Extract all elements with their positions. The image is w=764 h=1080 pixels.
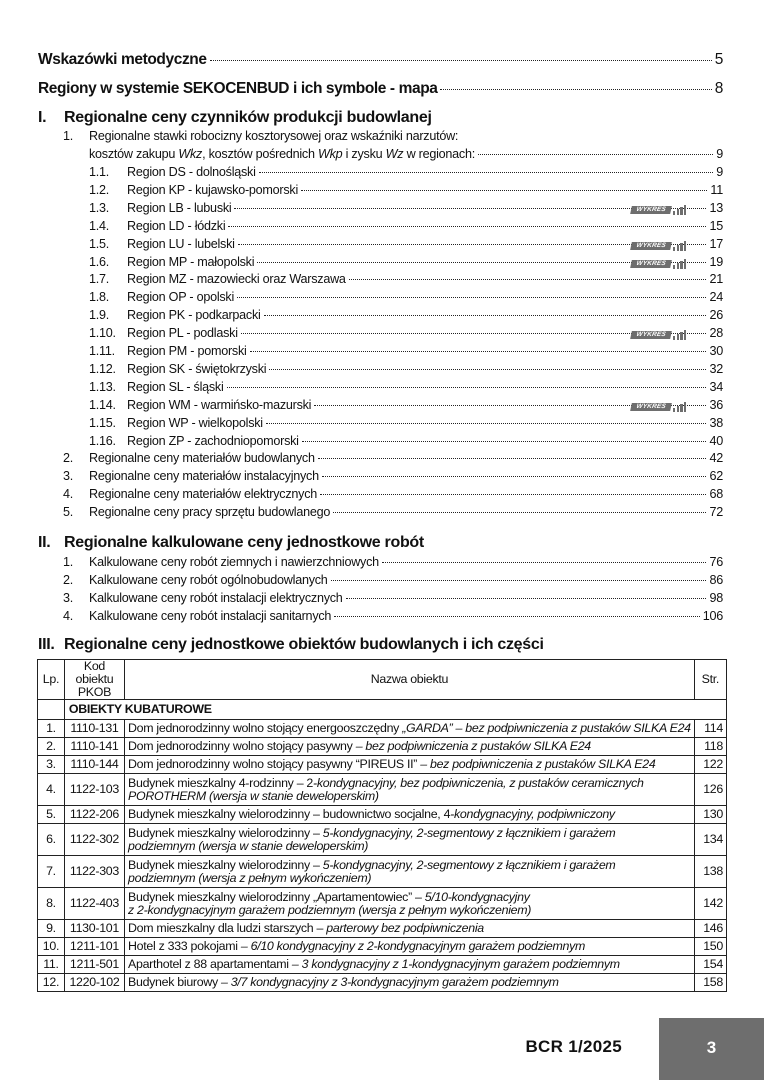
item-label: Regionalne ceny pracy sprzętu budowlanego	[89, 505, 331, 519]
item-number: 1.4.	[89, 218, 110, 233]
dot-leader	[334, 616, 700, 617]
item-label: Kalkulowane ceny robót ogólnobudowlanych	[89, 573, 328, 587]
item-number: 1.10.	[89, 326, 116, 341]
dot-leader	[264, 315, 707, 316]
section-heading	[38, 534, 424, 552]
bar-glyph	[684, 241, 686, 251]
cell-lp: 5.	[38, 806, 65, 824]
toc-region-item[interactable]	[89, 272, 723, 286]
section-number: I.	[38, 109, 47, 126]
toc-page: 36	[709, 397, 723, 412]
table-row	[38, 824, 727, 856]
cell-str: 150	[694, 938, 726, 956]
bars-icon	[673, 330, 686, 340]
dot-leader	[333, 512, 706, 513]
item-label: Region OP - opolski	[127, 290, 235, 305]
item-number: 4.	[63, 487, 74, 501]
name-text: parterowy bez podpiwniczenia	[326, 921, 484, 935]
cell-nazwa	[125, 774, 695, 806]
item-label: Region LB - lubuski	[127, 200, 232, 215]
cell-lp: 12.	[38, 974, 65, 992]
item-label: Regionalne ceny materiałów budowlanych	[89, 451, 315, 465]
bar-glyph	[677, 209, 679, 215]
cell-nazwa	[125, 720, 695, 738]
item-label: Region PK - podkarpacki	[127, 308, 261, 323]
item-label: Kalkulowane ceny robót instalacji sanitarnych	[89, 609, 332, 623]
item-label: Region LU - lubelski	[127, 236, 235, 251]
cell-kod: 1110-131	[64, 720, 124, 738]
cell-str: 138	[694, 856, 726, 888]
item-number: 4.	[63, 609, 74, 623]
toc-region-item[interactable]	[89, 290, 723, 304]
item-number: 1.8.	[89, 290, 110, 305]
toc-region-item[interactable]	[89, 183, 723, 197]
item-label: Region ZP - zachodniopomorski	[127, 433, 299, 448]
cell-lp: 2.	[38, 738, 65, 756]
cell-str: 142	[694, 888, 726, 920]
dot-leader	[259, 172, 714, 173]
bar-glyph	[677, 245, 679, 251]
cell-kod: 1211-101	[64, 938, 124, 956]
dot-leader	[320, 494, 706, 495]
item-label: Region LD - łódzki	[127, 218, 226, 233]
cell-nazwa	[125, 974, 695, 992]
bar-glyph	[684, 330, 686, 340]
col-header-nazwa: Nazwa obiektu	[125, 660, 695, 700]
item-number: 1.9.	[89, 308, 110, 323]
wz-symbol: Wz	[385, 147, 404, 161]
table-row	[38, 974, 727, 992]
toc-entry-regiony-mapa[interactable]	[38, 80, 723, 98]
toc-page: 106	[702, 609, 723, 623]
item-number: 2.	[63, 451, 74, 465]
name-text: 5-kondygnacyjny, 2-segmentowy z łącznikiem i garażem	[322, 857, 616, 872]
item-label: Region SK - świętokrzyski	[127, 361, 267, 376]
item-label: Regionalne stawki robocizny kosztorysowej oraz wskaźniki narzutów:	[89, 129, 459, 143]
toc-item[interactable]	[63, 487, 723, 501]
toc-page: 9	[716, 147, 723, 161]
table-row	[38, 756, 727, 774]
toc-page: 13	[709, 200, 723, 215]
table-row	[38, 806, 727, 824]
item-label: Regionalne ceny materiałów instalacyjnych	[89, 469, 319, 483]
item-number: 1.5.	[89, 236, 110, 251]
name-text: podziemnym (wersja z pełnym wykończeniem)	[128, 870, 372, 885]
chart-badge-icon[interactable]	[631, 259, 689, 269]
bar-glyph	[684, 205, 686, 215]
bar-glyph	[677, 406, 679, 412]
cell-kod: 1211-501	[64, 956, 124, 974]
dot-leader	[478, 154, 713, 155]
cell-lp: 3.	[38, 756, 65, 774]
text: w regionach:	[403, 147, 475, 161]
toc-page: 30	[709, 344, 723, 358]
toc-page: 72	[709, 505, 723, 519]
toc-region-item[interactable]	[89, 255, 723, 269]
toc-page: 38	[709, 415, 723, 430]
text: kosztów zakupu	[89, 147, 179, 161]
cell-nazwa	[125, 888, 695, 920]
cell-nazwa	[125, 956, 695, 974]
badge-label: WYKRES	[630, 260, 672, 268]
toc-label: Wskazówki metodyczne	[38, 51, 207, 68]
col-header-str: Str.	[694, 660, 726, 700]
bar-glyph	[684, 259, 686, 269]
section-heading	[38, 109, 432, 127]
section-title: Regionalne kalkulowane ceny jednostkowe robót	[64, 534, 424, 551]
table-row	[38, 920, 727, 938]
section-title: Regionalne ceny czynników produkcji budowlanej	[64, 109, 432, 126]
cell-kod: 1220-102	[64, 974, 124, 992]
table-row	[38, 738, 727, 756]
col-header-kod	[64, 660, 124, 700]
toc-page: 62	[709, 469, 723, 483]
toc-item[interactable]	[63, 555, 723, 569]
toc-page: 42	[709, 451, 723, 465]
name-text: Dom jednorodzinny wolno stojący energooszczędny	[128, 721, 403, 735]
name-text: Dom jednorodzinny wolno stojący pasywny	[128, 739, 356, 753]
item-number: 1.	[63, 555, 74, 569]
toc-page: 11	[710, 182, 723, 197]
dot-leader	[227, 387, 707, 388]
toc-page: 98	[709, 591, 723, 605]
header-line: Kod obiektu	[75, 659, 114, 686]
toc-label: Regiony w systemie SEKOCENBUD i ich symbole - mapa	[38, 80, 438, 97]
cell-str: 146	[694, 920, 726, 938]
name-text: – 3/7 kondygnacyjny z 3-kondygnacyjnym garażem podziemnym	[221, 975, 559, 989]
item-number: 1.	[63, 129, 74, 143]
cell-kod: 1122-206	[64, 806, 124, 824]
objects-table	[37, 659, 727, 992]
item-label-cont	[89, 147, 475, 161]
name-text: Budynek mieszkalny wielorodzinny – budownictwo socjalne, 4	[128, 807, 451, 821]
toc-item[interactable]	[63, 573, 723, 587]
page-number: 3	[706, 1038, 717, 1057]
header-line: PKOB	[77, 685, 112, 699]
toc-page: 15	[709, 218, 723, 233]
group-cell-empty	[38, 700, 65, 720]
toc-region-item[interactable]	[89, 308, 723, 322]
badge-label: WYKRES	[630, 403, 672, 411]
dot-leader	[210, 60, 712, 61]
item-number: 1.12.	[89, 361, 116, 376]
table-row	[38, 956, 727, 974]
item-label: Region KP - kujawsko-pomorski	[127, 182, 298, 197]
bar-glyph	[680, 261, 682, 269]
name-text: „GARDA” – bez podpiwniczenia z pustaków SILKA E24	[402, 721, 691, 735]
item-label: Region SL - śląski	[127, 379, 224, 394]
dot-leader	[250, 351, 707, 352]
bar-glyph	[677, 263, 679, 269]
toc-page: 76	[709, 555, 723, 569]
bar-glyph	[684, 402, 686, 412]
wkp-symbol: Wkp	[317, 147, 343, 161]
toc-region-item[interactable]	[89, 326, 723, 340]
publication-title: BCR 1/2025	[525, 1037, 622, 1056]
dot-leader	[301, 190, 707, 191]
cell-str: 130	[694, 806, 726, 824]
bars-icon	[673, 241, 686, 251]
name-text: Budynek mieszkalny 4-rodzinny – 2	[128, 775, 314, 790]
bar-glyph	[680, 243, 682, 251]
table-row	[38, 720, 727, 738]
cell-lp: 6.	[38, 824, 65, 856]
bars-icon	[673, 259, 686, 269]
page-number-box	[659, 1018, 764, 1080]
cell-kod: 1122-103	[64, 774, 124, 806]
table-row	[38, 774, 727, 806]
item-number: 5.	[63, 505, 74, 519]
toc-page: 28	[709, 326, 723, 341]
toc-item-1-line1[interactable]	[63, 129, 459, 143]
table-row	[38, 938, 727, 956]
item-number: 1.3.	[89, 200, 110, 215]
item-label: Kalkulowane ceny robót instalacji elektrycznych	[89, 591, 343, 605]
toc-page: 34	[709, 379, 723, 394]
toc-item[interactable]	[63, 451, 723, 465]
toc-entry-wskazowki[interactable]	[38, 51, 723, 69]
name-text: Budynek biurowy	[128, 975, 222, 989]
toc-page: 5	[714, 51, 723, 68]
name-text: Dom jednorodzinny wolno stojący pasywny “PIREUS II”	[128, 757, 421, 771]
item-label: Region WM - warmińsko-mazurski	[127, 397, 312, 412]
chart-badge-icon[interactable]	[631, 330, 689, 340]
item-label: Region MZ - mazowiecki oraz Warszawa	[127, 272, 346, 287]
item-number: 1.13.	[89, 379, 116, 394]
bar-glyph	[673, 265, 675, 269]
name-text: Hotel z 333 pokojami	[128, 939, 241, 953]
toc-page: 19	[709, 254, 723, 269]
cell-kod: 1122-403	[64, 888, 124, 920]
toc-page: 32	[709, 361, 723, 376]
name-text: – 6/10 kondygnacyjny z 2-kondygnacyjnym garażem podziemnym	[240, 939, 586, 953]
bar-glyph	[680, 404, 682, 412]
toc-region-item[interactable]	[89, 380, 723, 394]
dot-leader	[269, 369, 706, 370]
cell-nazwa	[125, 824, 695, 856]
toc-page: 86	[709, 573, 723, 587]
item-number: 1.15.	[89, 415, 116, 430]
dot-leader	[266, 423, 707, 424]
cell-kod: 1110-144	[64, 756, 124, 774]
cell-kod: 1130-101	[64, 920, 124, 938]
cell-str: 114	[694, 720, 726, 738]
toc-page: 40	[709, 433, 723, 448]
name-text: 5/10-kondygnacyjny	[424, 889, 530, 904]
cell-str: 126	[694, 774, 726, 806]
wkz-symbol: Wkz	[178, 147, 203, 161]
chart-badge-icon[interactable]	[631, 241, 689, 251]
bars-icon	[673, 402, 686, 412]
badge-label: WYKRES	[630, 242, 672, 250]
toc-item[interactable]	[63, 591, 723, 605]
cell-lp: 8.	[38, 888, 65, 920]
item-number: 1.11.	[89, 344, 115, 358]
cell-lp: 4.	[38, 774, 65, 806]
name-text: z 2-kondygnacyjnym garażem podziemnym (wersja z pełnym wykończeniem)	[128, 902, 532, 917]
name-text: -kondygnacyjny, podpiwniczony	[450, 807, 615, 821]
item-number: 1.2.	[89, 182, 110, 197]
item-label: Kalkulowane ceny robót ziemnych i nawierzchniowych	[89, 555, 379, 569]
bar-glyph	[680, 207, 682, 215]
item-number: 2.	[63, 573, 74, 587]
item-number: 1.16.	[89, 433, 116, 448]
table-row	[38, 888, 727, 920]
name-text: podziemnym (wersja w stanie deweloperskim)	[128, 838, 369, 853]
cell-kod: 1110-141	[64, 738, 124, 756]
item-number: 1.6.	[89, 254, 110, 269]
name-text: Budynek mieszkalny wielorodzinny „Apartamentowiec” –	[128, 889, 425, 904]
toc-item[interactable]	[63, 609, 723, 623]
col-header-lp: Lp.	[38, 660, 65, 700]
item-label: Region PM - pomorski	[127, 344, 247, 358]
dot-leader	[346, 598, 707, 599]
dot-leader	[228, 226, 706, 227]
item-label: Region PL - podlaski	[127, 326, 238, 341]
cell-str: 118	[694, 738, 726, 756]
toc-item-1-line2[interactable]	[89, 147, 723, 161]
dot-leader	[322, 476, 707, 477]
name-text: POROTHERM (wersja w stanie deweloperskim)	[128, 788, 379, 803]
cell-lp: 7.	[38, 856, 65, 888]
item-number: 1.14.	[89, 397, 116, 412]
cell-lp: 11.	[38, 956, 65, 974]
cell-lp: 9.	[38, 920, 65, 938]
toc-page: 17	[709, 236, 723, 251]
badge-label: WYKRES	[630, 331, 672, 339]
name-text: – bez podpiwniczenia z pustaków SILKA E24	[420, 757, 656, 771]
item-label: Region WP - wielkopolski	[127, 415, 263, 430]
item-label: Region MP - małopolski	[127, 254, 255, 269]
item-number: 3.	[63, 469, 74, 483]
cell-str: 154	[694, 956, 726, 974]
chart-badge-icon[interactable]	[631, 205, 689, 215]
toc-region-item[interactable]	[89, 344, 723, 358]
name-text: Aparthotel z 88 apartamentami	[128, 957, 292, 971]
dot-leader	[382, 562, 707, 563]
name-text: – bez podpiwniczenia z pustaków SILKA E24	[355, 739, 591, 753]
dot-leader	[237, 297, 706, 298]
toc-region-item[interactable]	[89, 416, 723, 430]
bar-glyph	[680, 332, 682, 340]
badge-label: WYKRES	[630, 206, 672, 214]
bar-glyph	[673, 247, 675, 251]
toc-item[interactable]	[63, 469, 723, 483]
bar-glyph	[673, 211, 675, 215]
item-label: Region DS - dolnośląski	[127, 165, 256, 179]
name-text: 5-kondygnacyjny, 2-segmentowy z łącznikiem i garażem	[322, 825, 616, 840]
toc-region-item[interactable]	[89, 434, 723, 448]
toc-region-item[interactable]	[89, 219, 723, 233]
text: i zysku	[342, 147, 386, 161]
dot-leader	[318, 458, 707, 459]
toc-page: 26	[709, 308, 723, 323]
cell-nazwa	[125, 938, 695, 956]
toc-page: 8	[714, 80, 723, 97]
toc-region-item[interactable]	[89, 165, 723, 179]
cell-str: 122	[694, 756, 726, 774]
toc-page: 9	[716, 165, 723, 179]
cell-nazwa	[125, 856, 695, 888]
section-number: II.	[38, 534, 51, 551]
name-text: Budynek mieszkalny wielorodzinny –	[128, 857, 323, 872]
toc-region-item[interactable]	[89, 201, 723, 215]
cell-lp: 1.	[38, 720, 65, 738]
cell-lp: 10.	[38, 938, 65, 956]
name-text: Dom mieszkalny dla ludzi starszych –	[128, 921, 327, 935]
toc-region-item[interactable]	[89, 237, 723, 251]
cell-nazwa	[125, 920, 695, 938]
cell-nazwa	[125, 756, 695, 774]
name-text: Budynek mieszkalny wielorodzinny –	[128, 825, 323, 840]
cell-str: 134	[694, 824, 726, 856]
dot-leader	[331, 580, 707, 581]
dot-leader	[440, 89, 711, 90]
item-label: Regionalne ceny materiałów elektrycznych	[89, 487, 317, 501]
cell-str: 158	[694, 974, 726, 992]
bars-icon	[673, 205, 686, 215]
cell-nazwa	[125, 738, 695, 756]
toc-page: 24	[709, 290, 723, 305]
toc-page: 68	[709, 487, 723, 501]
item-number: 3.	[63, 591, 74, 605]
group-heading: OBIEKTY KUBATUROWE	[64, 700, 726, 720]
chart-badge-icon[interactable]	[631, 402, 689, 412]
item-number: 1.1.	[89, 165, 110, 179]
dot-leader	[349, 279, 707, 280]
name-text: -kondygnacyjny, bez podpiwniczenia, z pustaków ceramicznych	[313, 775, 644, 790]
table-row	[38, 856, 727, 888]
name-text: – 3 kondygnacyjny z 1-kondygnacyjnym garażem podziemnym	[291, 957, 620, 971]
section-title: Regionalne ceny jednostkowe obiektów budowlanych i ich części	[64, 636, 544, 653]
bar-glyph	[677, 334, 679, 340]
bar-glyph	[673, 408, 675, 412]
text: , kosztów pośrednich	[202, 147, 318, 161]
cell-kod: 1122-303	[64, 856, 124, 888]
section-heading	[38, 636, 544, 654]
cell-kod: 1122-302	[64, 824, 124, 856]
toc-region-item[interactable]	[89, 362, 723, 376]
toc-page: 21	[709, 272, 723, 287]
toc-item[interactable]	[63, 505, 723, 519]
bar-glyph	[673, 336, 675, 340]
cell-nazwa	[125, 806, 695, 824]
toc-region-item[interactable]	[89, 398, 723, 412]
dot-leader	[302, 441, 707, 442]
item-number: 1.7.	[89, 272, 110, 287]
section-number: III.	[38, 636, 55, 653]
